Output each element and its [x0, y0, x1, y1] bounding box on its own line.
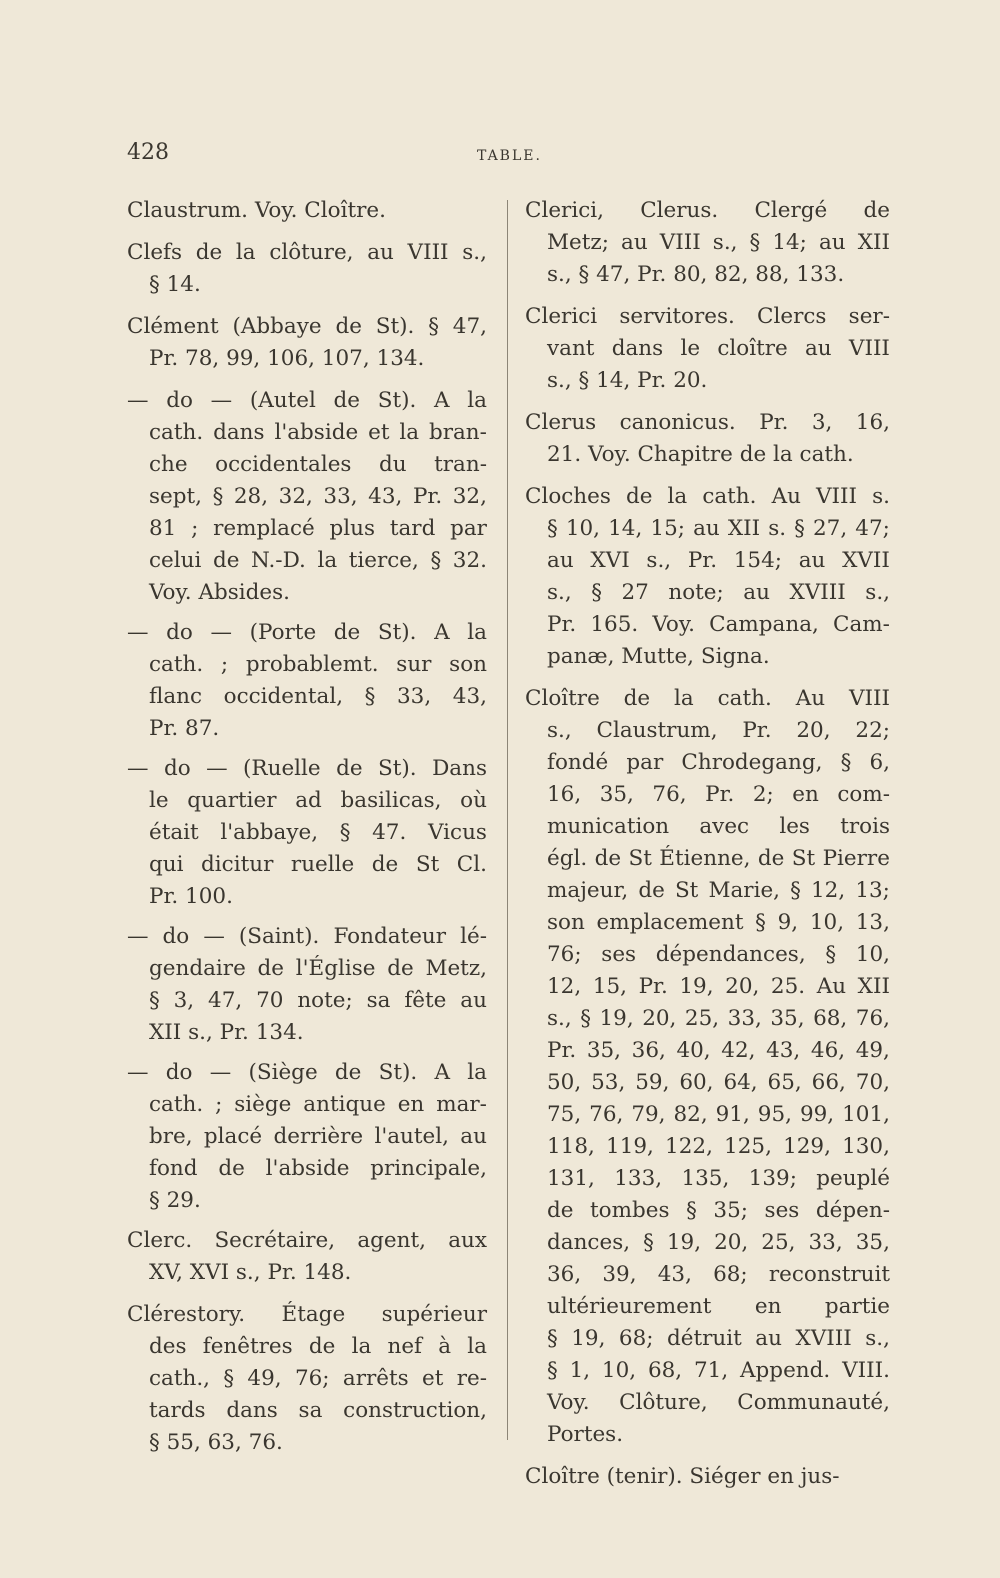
index-entry	[127, 921, 487, 1049]
entry-line: son emplacement § 9, 10, 13,	[547, 910, 890, 935]
entry-line: s., § 47, Pr. 80, 82, 88, 133.	[547, 262, 845, 287]
entry-line: gendaire de l'Église de Metz,	[149, 956, 487, 981]
entry-line: Metz; au VIII s., § 14; au XII	[547, 230, 890, 255]
entry-line: Clefs de la clôture, au VIII s.,	[127, 240, 487, 265]
entry-line: Portes.	[547, 1422, 624, 1447]
entry-line: Pr. 100.	[149, 884, 233, 909]
entry-line: celui de N.-D. la tierce, § 32.	[149, 548, 487, 573]
entry-line: — do — (Siège de St). A la	[127, 1060, 487, 1085]
entry-line: 21. Voy. Chapitre de la cath.	[547, 442, 854, 467]
entry-line: cath. ; probablemt. sur son	[149, 652, 487, 677]
entry-line: était l'abbaye, § 47. Vicus	[149, 820, 487, 845]
entry-line: — do — (Ruelle de St). Dans	[127, 756, 487, 781]
entry-line: Clément (Abbaye de St). § 47,	[127, 314, 487, 339]
entry-line: cath. dans l'abside et la bran-	[149, 420, 487, 445]
entry-line: tards dans sa construction,	[149, 1398, 487, 1423]
entry-line: XII s., Pr. 134.	[149, 1020, 304, 1045]
index-entry	[525, 1461, 890, 1493]
entry-line: de tombes § 35; ses dépen-	[547, 1198, 890, 1223]
entry-line: § 19, 68; détruit au XVIII s.,	[547, 1326, 890, 1351]
entry-line: vant dans le cloître au VIII	[547, 336, 890, 361]
entry-line: Cloître (tenir). Siéger en jus-	[525, 1464, 840, 1489]
index-entry	[127, 617, 487, 745]
entry-line: Clerus canonicus. Pr. 3, 16,	[525, 410, 890, 435]
entry-line: s., § 27 note; au XVIII s.,	[547, 580, 890, 605]
entry-line: § 55, 63, 76.	[149, 1430, 283, 1455]
entry-line: Clerici servitores. Clercs ser-	[525, 304, 890, 329]
entry-line: Pr. 35, 36, 40, 42, 43, 46, 49,	[547, 1038, 890, 1063]
entry-line: s., § 14, Pr. 20.	[547, 368, 708, 393]
entry-line: § 3, 47, 70 note; sa fête au	[149, 988, 487, 1013]
entry-line: le quartier ad basilicas, où	[149, 788, 487, 813]
page-number: 428	[127, 140, 169, 165]
index-entry	[127, 311, 487, 375]
entry-line: — do — (Saint). Fondateur lé-	[127, 924, 487, 949]
index-entry	[127, 237, 487, 301]
entry-line: Cloître de la cath. Au VIII	[525, 686, 890, 711]
entry-line: XV, XVI s., Pr. 148.	[149, 1260, 352, 1285]
entry-line: 16, 35, 76, Pr. 2; en com-	[547, 782, 890, 807]
index-entry	[525, 481, 890, 673]
index-entry	[127, 1057, 487, 1217]
index-entry	[127, 195, 487, 227]
index-entry	[127, 1225, 487, 1289]
entry-line: majeur, de St Marie, § 12, 13;	[547, 878, 890, 903]
entry-line: 81 ; remplacé plus tard par	[149, 516, 487, 541]
entry-line: Voy. Clôture, Communauté,	[547, 1390, 890, 1415]
entry-line: sept, § 28, 32, 33, 43, Pr. 32,	[149, 484, 487, 509]
entry-line: fond de l'abside principale,	[149, 1156, 487, 1181]
entry-line: Pr. 87.	[149, 716, 220, 741]
index-entry	[525, 407, 890, 471]
entry-line: égl. de St Étienne, de St Pierre	[547, 846, 890, 871]
entry-line: bre, placé derrière l'autel, au	[149, 1124, 487, 1149]
entry-line: qui dicitur ruelle de St Cl.	[149, 852, 487, 877]
entry-line: dances, § 19, 20, 25, 33, 35,	[547, 1230, 890, 1255]
entry-line: s., Claustrum, Pr. 20, 22;	[547, 718, 890, 743]
entry-line: 50, 53, 59, 60, 64, 65, 66, 70,	[547, 1070, 890, 1095]
entry-line: cath. ; siège antique en mar-	[149, 1092, 487, 1117]
entry-line: § 29.	[149, 1188, 201, 1213]
entry-line: flanc occidental, § 33, 43,	[149, 684, 487, 709]
right-column	[525, 195, 890, 1503]
entry-line: Clérestory. Étage supérieur	[127, 1302, 487, 1327]
entry-line: au XVI s., Pr. 154; au XVII	[547, 548, 890, 573]
entry-line: 131, 133, 135, 139; peuplé	[547, 1166, 890, 1191]
entry-line: § 14.	[149, 272, 201, 297]
entry-line: 76; ses dépendances, § 10,	[547, 942, 890, 967]
entry-line: Voy. Absides.	[149, 580, 291, 605]
index-entry	[127, 1299, 487, 1459]
entry-line: fondé par Chrodegang, § 6,	[547, 750, 890, 775]
entry-line: — do — (Autel de St). A la	[127, 388, 487, 413]
entry-line: Clerc. Secrétaire, agent, aux	[127, 1228, 487, 1253]
entry-line: Clerici, Clerus. Clergé de	[525, 198, 890, 223]
entry-line: Pr. 78, 99, 106, 107, 134.	[149, 346, 425, 371]
entry-line: Claustrum. Voy. Cloître.	[127, 198, 386, 223]
index-entry	[127, 385, 487, 609]
entry-line: 75, 76, 79, 82, 91, 95, 99, 101,	[547, 1102, 890, 1127]
entry-line: § 10, 14, 15; au XII s. § 27, 47;	[547, 516, 890, 541]
left-column	[127, 195, 487, 1469]
entry-line: Cloches de la cath. Au VIII s.	[525, 484, 890, 509]
entry-line: s., § 19, 20, 25, 33, 35, 68, 76,	[547, 1006, 890, 1031]
entry-line: 118, 119, 122, 125, 129, 130,	[547, 1134, 890, 1159]
index-entry	[525, 683, 890, 1451]
entry-line: Pr. 165. Voy. Campana, Cam-	[547, 612, 890, 637]
entry-line: panæ, Mutte, Signa.	[547, 644, 770, 669]
entry-line: § 1, 10, 68, 71, Append. VIII.	[547, 1358, 890, 1383]
entry-line: — do — (Porte de St). A la	[127, 620, 487, 645]
entry-line: ultérieurement en partie	[547, 1294, 890, 1319]
column-divider	[507, 200, 508, 1440]
running-head: TABLE.	[477, 148, 542, 164]
entry-line: des fenêtres de la nef à la	[149, 1334, 487, 1359]
index-entry	[525, 301, 890, 397]
entry-line: 12, 15, Pr. 19, 20, 25. Au XII	[547, 974, 890, 999]
entry-line: munication avec les trois	[547, 814, 890, 839]
index-entry	[127, 753, 487, 913]
entry-line: cath., § 49, 76; arrêts et re-	[149, 1366, 487, 1391]
index-entry	[525, 195, 890, 291]
entry-line: che occidentales du tran-	[149, 452, 487, 477]
entry-line: 36, 39, 43, 68; reconstruit	[547, 1262, 890, 1287]
